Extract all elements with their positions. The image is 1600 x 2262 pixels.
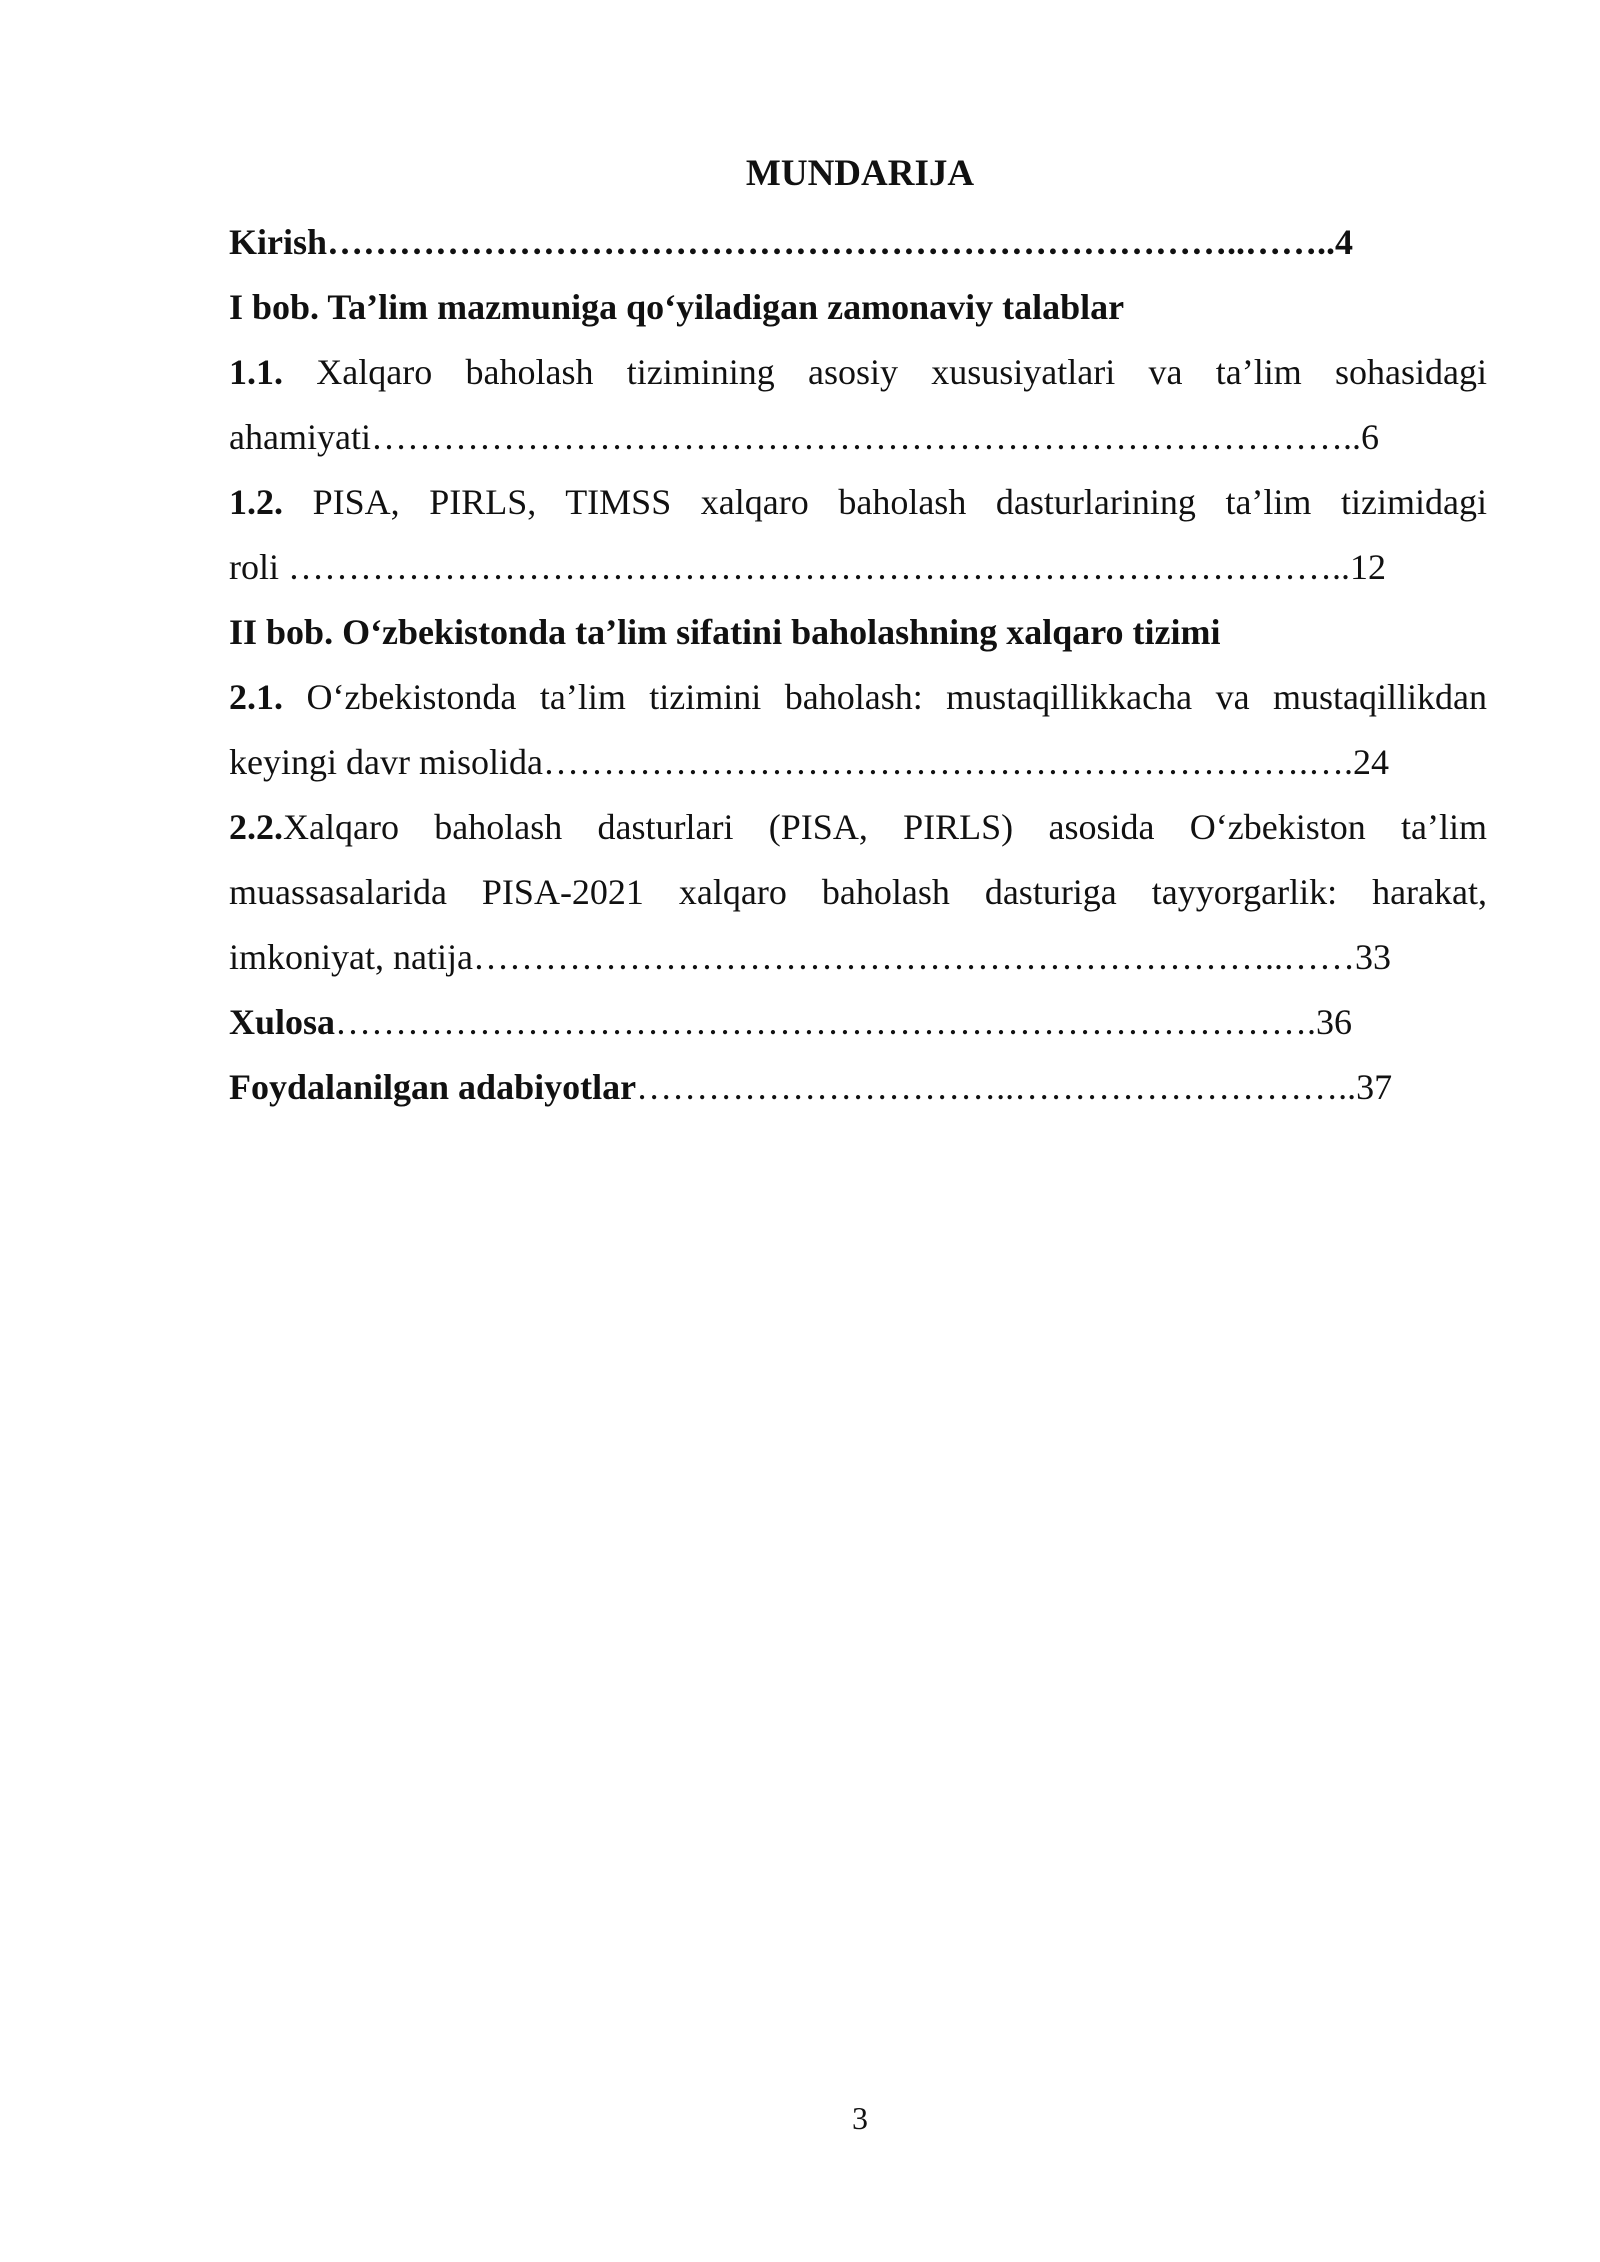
toc-entry-2-2-line-3 [229,925,1487,990]
toc-leader: ……………………………………………………………………….. [370,417,1361,457]
toc-page-number: 24 [1352,742,1389,782]
toc-entry-2-1-line-1 [229,665,1487,730]
toc-entry-text: O‘zbekistonda ta’lim tizimini baholash: mustaqillikkacha va mustaqillikdan [283,677,1487,717]
toc-section-number: 1.1. [229,352,283,392]
toc-page-number: 6 [1360,417,1379,457]
toc-chapter-label: II bob. O‘zbekistonda ta’lim sifatini baholashning xalqaro tizimi [229,612,1221,652]
toc-entry-1-2-line-2 [229,535,1487,600]
toc-entry-label: Xulosa [229,1002,336,1042]
toc-page-number: 33 [1354,937,1391,977]
toc-entry-label: Foydalanilgan adabiyotlar [229,1067,637,1107]
toc-chapter-2 [229,600,1487,665]
toc-leader: …………………………………………………………………………….. [288,547,1350,587]
toc-section-number: 1.2. [229,482,283,522]
toc-entry-1-1-line-1 [229,340,1487,405]
toc-chapter-1 [229,275,1487,340]
toc-entry-text: Xalqaro baholash tizimining asosiy xususiyatlari va ta’lim sohasidagi [283,352,1487,392]
toc-page-number: 12 [1350,547,1386,587]
toc-entry-xulosa [229,990,1487,1055]
toc-chapter-label: I bob. Ta’lim mazmuniga qo‘yiladigan zamonaviy talablar [229,287,1125,327]
toc-leader: ………………………………………………………………………. [335,1002,1317,1042]
toc-entry-text: PISA, PIRLS, TIMSS xalqaro baholash dasturlarining ta’lim tizimidagi [283,482,1487,522]
table-of-contents [229,210,1487,1120]
toc-entry-text: muassasalarida PISA-2021 xalqaro baholash dasturiga tayyorgarlik: harakat, [229,872,1487,912]
toc-section-number: 2.1. [229,677,283,717]
page-title: MUNDARIJA [745,153,975,194]
toc-leader: …………………………………………………………………..…….. [327,222,1336,262]
toc-entry-text: imkoniyat, natija [229,937,473,977]
toc-page-number: 36 [1316,1002,1353,1042]
toc-entry-label: Kirish [229,222,328,262]
toc-page-number: 37 [1356,1067,1393,1107]
toc-entry-text: Xalqaro baholash dasturlari (PISA, PIRLS) asosida O‘zbekiston ta’lim [283,807,1487,847]
toc-entry-kirish [229,210,1487,275]
toc-entry-text: keyingi davr misolida [229,742,543,782]
toc-entry-2-2-line-2 [229,860,1487,925]
toc-entry-text: roli [229,547,288,587]
toc-page-number: 4 [1335,222,1354,262]
toc-entry-adabiyotlar [229,1055,1487,1120]
toc-entry-text: ahamiyati [229,417,371,457]
toc-entry-1-2-line-1 [229,470,1487,535]
toc-entry-2-2-line-1 [229,795,1487,860]
toc-entry-2-1-line-2 [229,730,1487,795]
toc-entry-1-1-line-2 [229,405,1487,470]
toc-section-number: 2.2. [229,807,283,847]
toc-leader: ……………………………………………………….…. [542,742,1353,782]
toc-leader: …………………………..……………………….. [636,1067,1357,1107]
page-number: 3 [852,2100,868,2136]
toc-leader: …………………………………………………………..…… [472,937,1355,977]
